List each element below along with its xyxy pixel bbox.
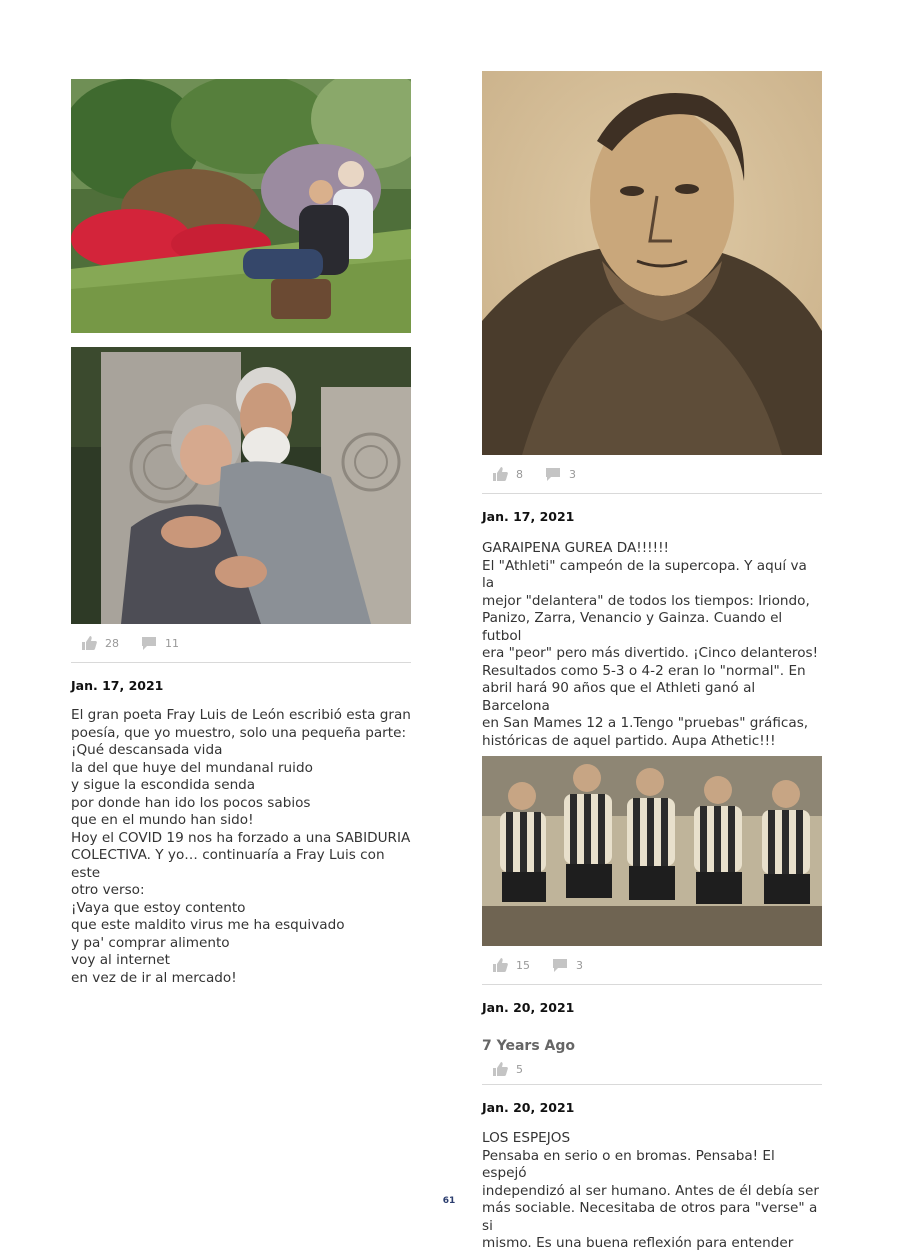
thumbs-up-icon: [492, 1062, 508, 1076]
portrait-engraving[interactable]: [482, 71, 822, 455]
post-date: Jan. 20, 2021: [482, 1000, 575, 1015]
post-text: El gran poeta Fray Luis de León escribió esta gran poesía, que yo muestro, solo una pequeña parte: ¡Qué descansada vida la del que huye del mundanal ruido y sigue la escondida senda por donde han ido los pocos sabios que en el mundo han sido! Hoy el COVID 19 nos ha forzado a una SABIDURIA COLECTIVA. Y yo… continuaría a Fray Luis con este otro verso: ¡Vaya que estoy contento que este maldito virus me ha esquivado y pa' comprar alimento voy al internet en vez de ir al mercado!: [71, 707, 411, 986]
like-count: 5: [516, 1062, 523, 1076]
post-stats: [482, 455, 822, 494]
like-button[interactable]: [492, 467, 523, 481]
comment-count: 11: [165, 636, 179, 650]
football-team-illustration: [482, 756, 822, 946]
post-stats: [482, 1054, 822, 1085]
like-count: 15: [516, 958, 530, 972]
like-count: 28: [105, 636, 119, 650]
football-team-photo[interactable]: [482, 756, 822, 946]
thumbs-up-icon: [492, 467, 508, 481]
comment-button[interactable]: [141, 636, 179, 650]
garden-couple-photo[interactable]: [71, 79, 411, 333]
post-stats: [71, 624, 411, 663]
like-button[interactable]: [492, 1062, 523, 1076]
post-date: Jan. 17, 2021: [482, 509, 575, 524]
thumbs-up-icon: [81, 636, 97, 650]
comment-count: 3: [576, 958, 583, 972]
post-date: Jan. 17, 2021: [71, 678, 164, 693]
post-text: LOS ESPEJOS Pensaba en serio o en bromas. Pensaba! El espejó independizó al ser humano. Antes de él debía ser más sociable. Necesitaba de otros para "verse" a si mismo. Es una buena reflexión para entender: [482, 1130, 819, 1251]
thumbs-up-icon: [492, 958, 508, 972]
comment-button[interactable]: [552, 958, 583, 972]
couple-hug-photo[interactable]: [71, 347, 411, 624]
garden-couple-illustration: [71, 79, 411, 333]
like-button[interactable]: [81, 636, 119, 650]
comment-icon: [545, 467, 561, 481]
post-subhead: 7 Years Ago: [482, 1038, 575, 1054]
like-button[interactable]: [492, 958, 530, 972]
portrait-engraving-illustration: [482, 71, 822, 455]
post-text: GARAIPENA GUREA DA!!!!!! El "Athleti" campeón de la supercopa. Y aquí va la mejor "delantera" de todos los tiempos: Iriondo, Panizo, Zarra, Venancio y Gainza. Cuando el futbol era "peor" pero más divertido. ¡Cinco delanteros! Resultados como 5-3 o 4-2 eran lo "normal". En abril hará 90 años que el Athleti ganó al Barcelona en San Mames 12 a 1.Tengo "pruebas" gráficas, históricas de aquel partido. Aupa Athetic!!!: [482, 540, 819, 749]
left-column: [71, 79, 411, 987]
comment-icon: [141, 636, 157, 650]
page-number: 61: [442, 1196, 456, 1206]
comment-count: 3: [569, 467, 576, 481]
post-date: Jan. 20, 2021: [482, 1100, 575, 1115]
couple-hug-illustration: [71, 347, 411, 624]
like-count: 8: [516, 467, 523, 481]
comment-icon: [552, 958, 568, 972]
post-stats: [482, 946, 822, 985]
comment-button[interactable]: [545, 467, 576, 481]
right-column: [482, 71, 822, 1253]
